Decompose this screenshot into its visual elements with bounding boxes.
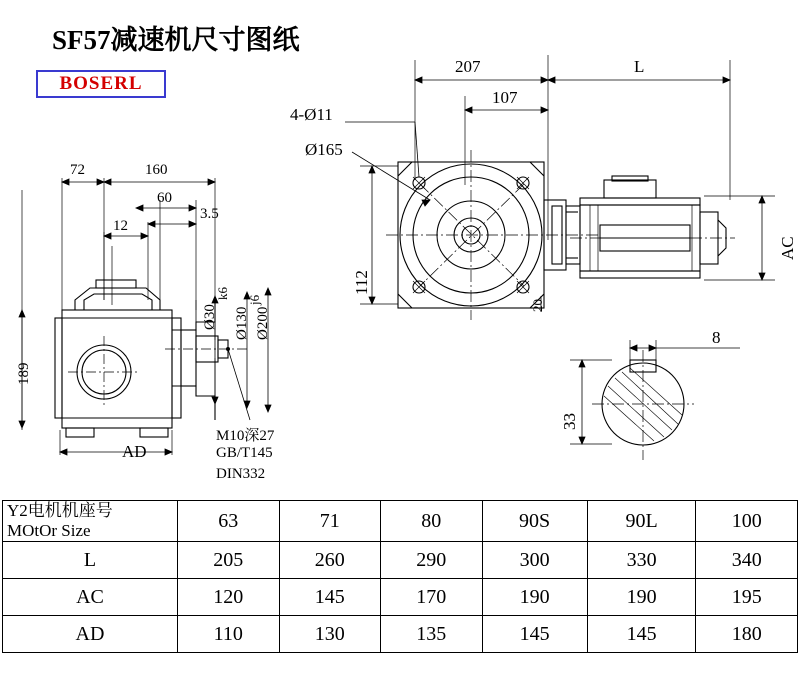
cell-AC-1: 145 <box>279 579 381 616</box>
table-row <box>3 579 798 616</box>
note-din332: DIN332 <box>216 466 266 482</box>
dim-12: 12 <box>113 218 128 234</box>
cell-AD-3: 145 <box>482 616 587 653</box>
dim-20: 20 <box>530 299 545 312</box>
table-row <box>3 542 798 579</box>
cell-AD-2: 135 <box>381 616 483 653</box>
cell-AC-5: 195 <box>696 579 798 616</box>
dim-107: 107 <box>492 88 518 107</box>
motor-size-table <box>2 500 798 653</box>
page-title: SF57减速机尺寸图纸 <box>52 25 300 55</box>
table-col-4: 90L <box>587 501 696 542</box>
dim-d130j6-tol: j6 <box>247 294 262 305</box>
dim-4-hole: 4-Ø11 <box>290 105 333 124</box>
dim-3-5: 3.5 <box>200 206 219 222</box>
dim-60: 60 <box>157 190 172 206</box>
table-col-1: 71 <box>279 501 381 542</box>
table-header-en: MOtOr Size <box>7 521 91 540</box>
dim-d30k6: Ø30 <box>202 304 218 330</box>
cell-L-4: 330 <box>587 542 696 579</box>
row-label-L: L <box>3 542 178 579</box>
dim-72: 72 <box>70 162 85 178</box>
table-header-cn: Y2电机机座号 <box>7 501 113 520</box>
cell-L-0: 205 <box>178 542 280 579</box>
cell-L-3: 300 <box>482 542 587 579</box>
table-header-row <box>3 501 798 542</box>
dim-189: 189 <box>16 362 32 385</box>
dim-AD-left: AD <box>122 442 147 461</box>
table-row <box>3 616 798 653</box>
dim-L-top: L <box>634 57 645 76</box>
cell-AC-4: 190 <box>587 579 696 616</box>
cell-AD-0: 110 <box>178 616 280 653</box>
cell-L-2: 290 <box>381 542 483 579</box>
cell-AD-5: 180 <box>696 616 798 653</box>
dim-d130j6: Ø130 <box>234 306 250 340</box>
dim-8: 8 <box>712 328 721 347</box>
dim-112: 112 <box>352 270 371 295</box>
dim-160: 160 <box>145 162 168 178</box>
cell-AC-3: 190 <box>482 579 587 616</box>
row-label-AC: AC <box>3 579 178 616</box>
table-col-0: 63 <box>178 501 280 542</box>
table-col-5: 100 <box>696 501 798 542</box>
cell-L-1: 260 <box>279 542 381 579</box>
table-col-2: 80 <box>381 501 483 542</box>
dim-AC-right: AC <box>778 236 797 260</box>
cell-AD-1: 130 <box>279 616 381 653</box>
cell-AC-0: 120 <box>178 579 280 616</box>
table-col-3: 90S <box>482 501 587 542</box>
brand-logo-text: BOSERL <box>59 73 143 94</box>
dim-d200: Ø200 <box>255 306 271 340</box>
dim-33: 33 <box>560 413 579 430</box>
dim-207: 207 <box>455 57 481 76</box>
table-header-label <box>3 501 178 542</box>
dim-d165: Ø165 <box>305 140 343 159</box>
note-gbt145: GB/T145 <box>216 445 273 461</box>
row-label-AD: AD <box>3 616 178 653</box>
cell-AC-2: 170 <box>381 579 483 616</box>
dim-d30k6-tol: k6 <box>215 287 230 300</box>
cell-L-5: 340 <box>696 542 798 579</box>
cell-AD-4: 145 <box>587 616 696 653</box>
note-thread: M10深27 <box>216 428 275 444</box>
